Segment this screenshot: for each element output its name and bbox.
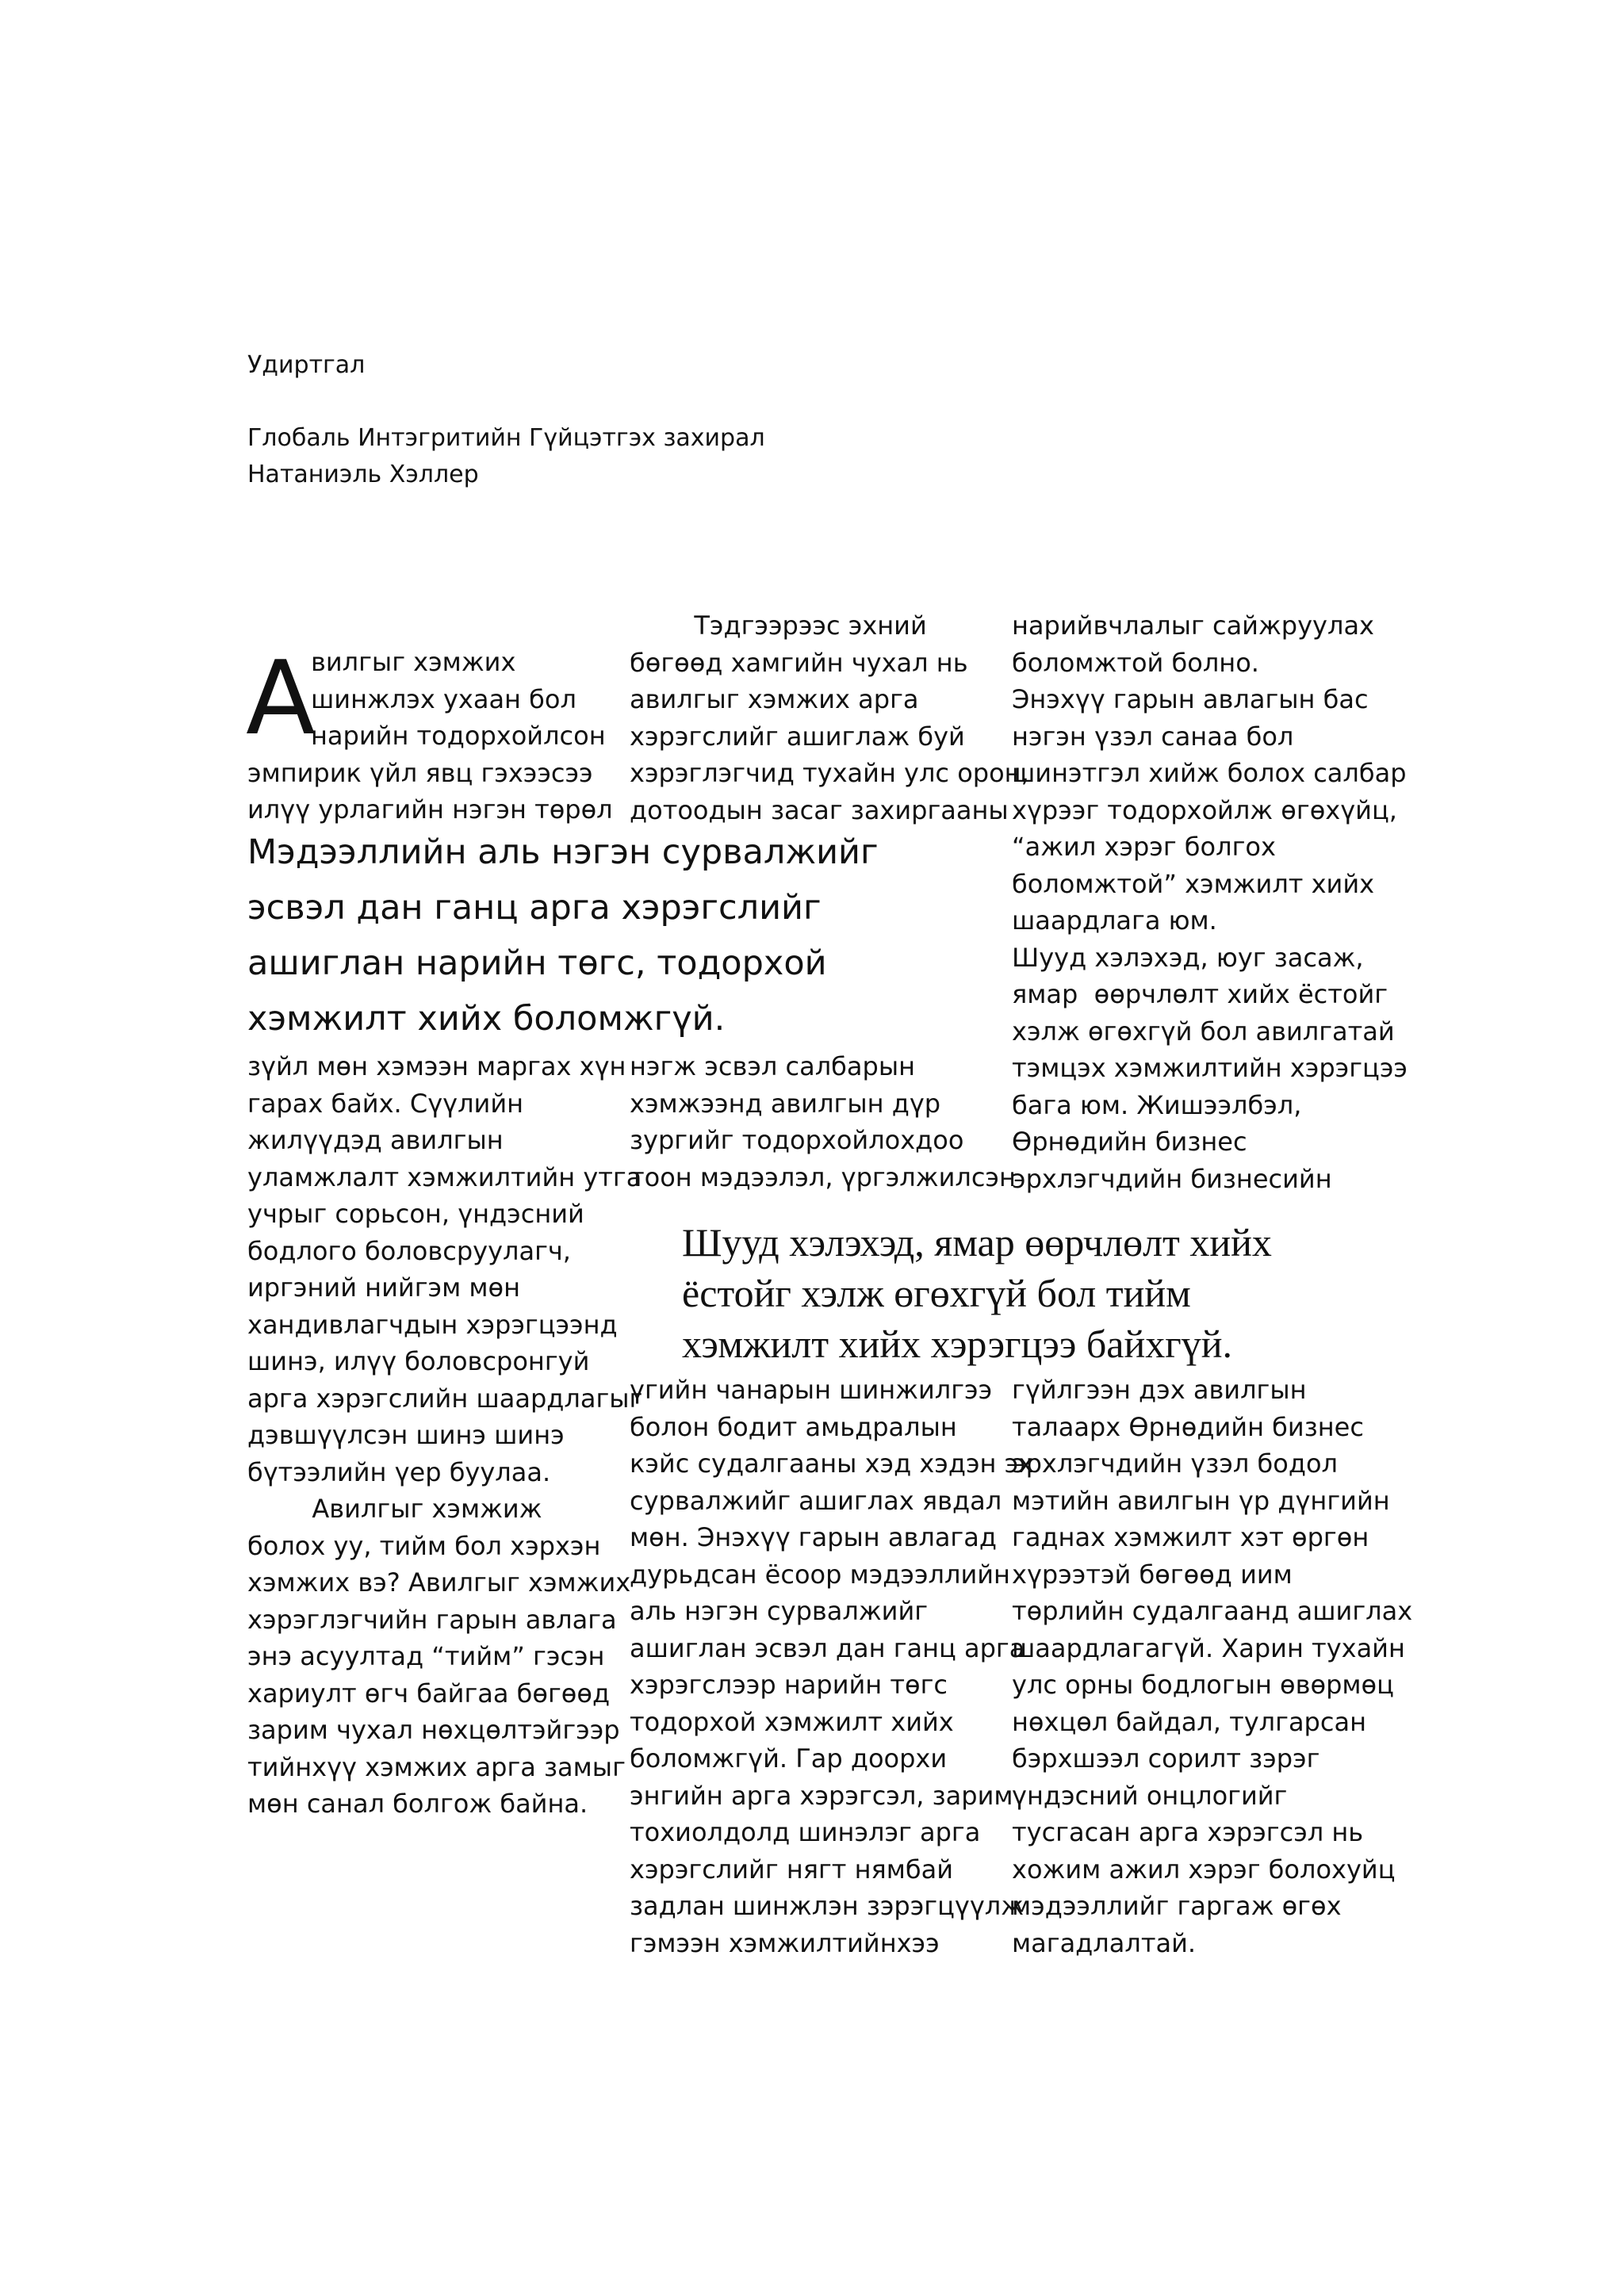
text-line: Авилгыг хэмжиж [247, 1494, 542, 1524]
text-line: хэрэгслээр нарийн төгс [630, 1670, 948, 1700]
text-line: энэ асуултад “тийм” гэсэн [247, 1641, 605, 1671]
author-role: Глобаль Интэгритийн Гүйцэтгэх захирал [247, 424, 765, 452]
text-line: болох уу, тийм бол хэрхэн [247, 1530, 601, 1561]
text-line: хэмжилт хийх хэрэгцээ байхгүй. [682, 1322, 1232, 1366]
text-line: нэгэн үзэл санаа бол [1012, 721, 1294, 752]
text-line: гүйлгээн дэх авилгын [1012, 1375, 1307, 1405]
text-line: “ажил хэрэг болгох [1012, 832, 1276, 862]
text-line: бэрхшээл сорилт зэрэг [1012, 1743, 1320, 1774]
text-line: хариулт өгч байгаа бөгөөд [247, 1678, 611, 1709]
text-line: хэмжих вэ? Авилгыг хэмжих [247, 1567, 631, 1598]
text-line: дэвшүүлсэн шинэ шинэ [247, 1420, 565, 1450]
text-line: гэмээн хэмжилтийнхээ [630, 1927, 940, 1958]
text-line: хожим ажил хэрэг болохуйц [1012, 1854, 1396, 1885]
text-line: гарах байх. Сүүлийн [247, 1088, 524, 1119]
text-line: хэмжилт хийх боломжгүй. [247, 999, 726, 1039]
text-line: аль нэгэн сурвалжийг [630, 1596, 929, 1626]
text-line: нарийн тодорхойлсон [311, 721, 606, 751]
text-line: сурвалжийг ашиглах явдал [630, 1485, 1002, 1516]
text-line: гаднах хэмжилт хэт өргөн [1012, 1522, 1369, 1552]
text-line: шаардлага юм. [1012, 905, 1217, 936]
text-line: эмпирик үйл явц гэхээсээ [247, 757, 593, 788]
text-line: иргэний нийгэм мөн [247, 1272, 521, 1303]
text-line: зүйл мөн хэмээн маргах хүн [247, 1051, 626, 1081]
text-line: боломжтой болно. [1012, 647, 1259, 678]
text-line: хүрээтэй бөгөөд иим [1012, 1559, 1293, 1590]
text-line: хандивлагчдын хэрэгцээнд [247, 1309, 618, 1340]
text-line: хэмжээнд авилгын дүр [630, 1088, 941, 1119]
text-line: хүрээг тодорхойлж өгөхүйц, [1012, 794, 1397, 825]
text-line: жилүүдэд авилгын [247, 1125, 504, 1155]
text-line: энгийн арга хэрэгсэл, зарим [630, 1780, 1013, 1811]
text-line: ямар өөрчлөлт хийх ёстойг [1012, 979, 1388, 1009]
text-line: задлан шинжлэн зэрэгцүүлж [630, 1891, 1025, 1921]
text-line: мэдээллийг гаргаж өгөх [1012, 1891, 1342, 1921]
text-line: болон бодит амьдралын [630, 1411, 957, 1442]
text-line: уламжлалт хэмжилтийн утга [247, 1161, 642, 1192]
text-line: хэрэглэгчийн гарын авлага [247, 1604, 617, 1635]
text-line: нэгж эсвэл салбарын [630, 1051, 915, 1081]
text-line: тоон мэдээлэл, үргэлжилсэн [630, 1161, 1016, 1192]
text-line: нөхцөл байдал, тулгарсан [1012, 1706, 1366, 1737]
text-line: хэлж өгөхгүй бол авилгатай [1012, 1016, 1395, 1047]
text-line: эрхлэгчдийн бизнесийн [1012, 1163, 1332, 1194]
text-line: шинэ, илүү боловсронгуй [247, 1346, 590, 1376]
text-line: арга хэрэгслийн шаардлагыг [247, 1383, 643, 1414]
text-line: зургийг тодорхойлохдоо [630, 1125, 964, 1155]
text-line: хэрэгслийг ашиглаж буй [630, 721, 965, 752]
text-line: эрхлэгчдийн үзэл бодол [1012, 1448, 1338, 1479]
text-line: авилгыг хэмжих арга [630, 684, 919, 714]
author-name: Натаниэль Хэллер [247, 461, 479, 488]
text-line: мөн. Энэхүү гарын авлагад [630, 1522, 997, 1552]
text-line: дурьдсан ёсоор мэдээллийн [630, 1559, 1010, 1590]
text-line: дотоодын засаг захиргааны [630, 794, 1009, 825]
text-line: мэтийн авилгын үр дүнгийн [1012, 1485, 1390, 1516]
text-line: тусгасан арга хэрэгсэл нь [1012, 1817, 1364, 1847]
text-line: хэрэгслийг нягт нямбай [630, 1854, 954, 1885]
text-line: үгийн чанарын шинжилгээ [630, 1375, 993, 1405]
text-line: Энэхүү гарын авлагын бас [1012, 684, 1369, 714]
text-line: ашиглан нарийн төгс, тодорхой [247, 943, 827, 983]
text-line: Мэдээллийн аль нэгэн сурвалжийг [247, 832, 879, 872]
text-line: бодлого боловсруулагч, [247, 1235, 571, 1266]
text-line: кэйс судалгааны хэд хэдэн эх [630, 1448, 1034, 1479]
text-line: улс орны бодлогын өвөрмөц [1012, 1670, 1394, 1700]
text-line: шинжлэх ухаан бол [311, 683, 576, 714]
text-line: шинэтгэл хийж болох салбар [1012, 758, 1407, 788]
text-line: боломжгүй. Гар доорхи [630, 1743, 948, 1774]
text-line: бөгөөд хамгийн чухал нь [630, 647, 968, 678]
text-line: талаарх Өрнөдийн бизнес [1012, 1411, 1364, 1442]
text-line: мөн санал болгож байна. [247, 1789, 588, 1819]
text-line: ёстойг хэлж өгөхгүй бол тийм [682, 1271, 1191, 1315]
text-line: учрыг сорьсон, үндэсний [247, 1199, 584, 1229]
text-line: шаардлагагүй. Харин тухайн [1012, 1632, 1405, 1663]
text-line: зарим чухал нөхцөлтэйгээр [247, 1715, 620, 1745]
drop-cap: А [246, 640, 316, 758]
text-line: вилгыг хэмжих [311, 647, 516, 677]
text-line: хэрэглэгчид тухайн улс орон, [630, 758, 1029, 788]
text-line: тэмцэх хэмжилтийн хэрэгцээ [1012, 1053, 1408, 1083]
section-title: Удиртгал [247, 351, 366, 379]
text-line: Тэдгээрээс эхний [630, 610, 927, 641]
text-line: илүү урлагийн нэгэн төрөл [247, 794, 613, 825]
text-line: үндэсний онцлогийг [1012, 1780, 1288, 1811]
text-line: бага юм. Жишээлбэл, [1012, 1089, 1302, 1120]
text-line: боломжтой” хэмжилт хийх [1012, 868, 1375, 899]
text-line: эсвэл дан ганц арга хэрэгслийг [247, 888, 822, 928]
text-line: Шууд хэлэхэд, юуг засаж, [1012, 942, 1364, 973]
text-line: төрлийн судалгаанд ашиглах [1012, 1596, 1413, 1626]
text-line: Шууд хэлэхэд, ямар өөрчлөлт хийх [682, 1220, 1272, 1265]
text-line: бүтээлийн үер буулаа. [247, 1456, 551, 1487]
text-line: магадлалтай. [1012, 1927, 1197, 1958]
text-line: Өрнөдийн бизнес [1012, 1127, 1247, 1157]
text-line: тохиолдолд шинэлэг арга [630, 1817, 981, 1847]
text-line: тийнхүү хэмжих арга замыг [247, 1751, 626, 1782]
text-line: нарийвчлалыг сайжруулах [1012, 610, 1374, 641]
text-line: ашиглан эсвэл дан ганц арга [630, 1632, 1025, 1663]
text-line: тодорхой хэмжилт хийх [630, 1706, 954, 1737]
